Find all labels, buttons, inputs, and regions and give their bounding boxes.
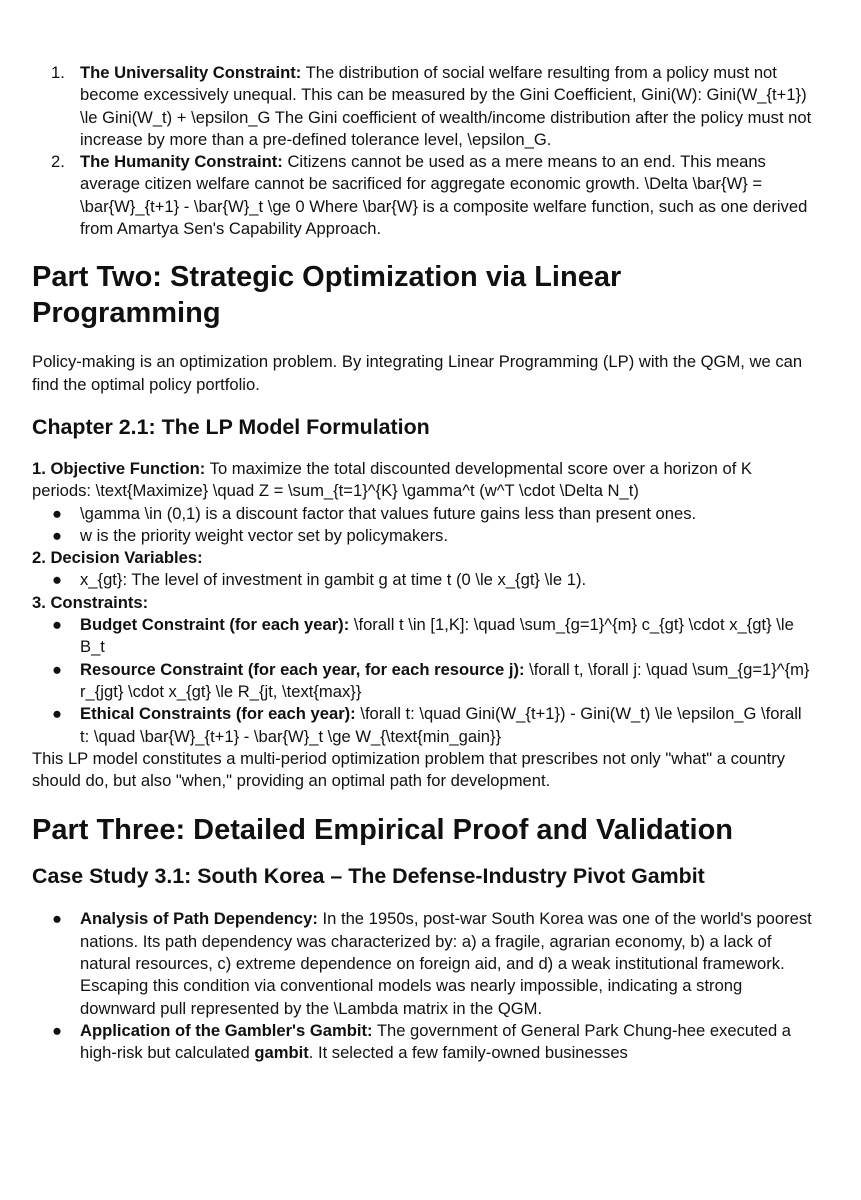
case-study-bullets [32, 908, 812, 1064]
list-item: ● Budget Constraint (for each year): \forall t \in [1,K]: \quad \sum_{g=1}^{m} c_{gt} \cdot x_{gt} \le B_t [52, 615, 794, 657]
part-three-heading: Part Three: Detailed Empirical Proof and Validation [32, 814, 733, 847]
objective-label: 1. Objective Function: [32, 458, 206, 478]
list-item [32, 62, 812, 151]
part-two-intro: Policy-making is an optimization problem. By integrating Linear Programming (LP) with the QGM, we can find the optimal policy portfolio. [32, 352, 803, 394]
list-number: 1. [51, 63, 65, 82]
list-item: ● x_{gt}: The level of investment in gambit g at time t (0 \le x_{gt} \le 1). [32, 569, 812, 591]
part-two-heading: Part Two: Strategic Optimization via Linear Programming [32, 261, 622, 330]
constraints-label: 3. Constraints: [32, 592, 149, 612]
constraint-text: The distribution of social welfare resulting from a policy must not become excessively unequal. This can be measured by the Gini Coefficient, Gini(W): Gini(W_{t+1}) \le Gini(W_t) + \epsilon_G The Gini coefficient of wealth/income distribution after the policy must not increase by more than a pre-defined tolerance level, \epsilon_G. [80, 63, 812, 149]
constraint-text: Citizens cannot be used as a mere means to an end. This means average citizen welfare cannot be sacrificed for aggregate economic growth. \Delta \bar{W} = \bar{W}_{t+1} - \bar{W}_t \ge 0 Where \bar{W} is a composite welfare function, such as one derived from Amartya Sen's Capability Approach. [80, 152, 808, 239]
lp-closing-paragraph: This LP model constitutes a multi-period optimization problem that prescribes not only "what" a country should do, but also "when," providing an optimal path for development. [32, 748, 786, 791]
objective-function-paragraph [32, 458, 812, 503]
constraints-paragraph [32, 592, 812, 614]
decision-variables-paragraph [32, 547, 812, 569]
decision-label: 2. Decision Variables: [32, 548, 203, 568]
objective-text: To maximize the total discounted developmental score over a horizon of K periods: \text{Maximize} \quad Z = \sum_{t=1}^{K} \gamma^t (w^T \cdot \Delta N_t) [32, 458, 753, 501]
list-item: ● Application of the Gambler's Gambit: The government of General Park Chung-hee executed a high-risk but calculated gambit. It selected a few family-owned businesses [52, 1020, 792, 1063]
constraint-label: The Universality Constraint: [80, 63, 302, 82]
bullet-icon: ● [52, 615, 63, 635]
list-item: ● Analysis of Path Dependency: In the 1950s, post-war South Korea was one of the world's poorest nations. Its path dependency was characterized by: a) a fragile, agrarian economy, b) a lack of natural resources, c) extreme dependence on foreign aid, and d) a weak institutional framework. Escaping this condition via conventional models was nearly impossible, indicating a strong downward pull represented by the \Lambda matrix in the QGM. [52, 909, 812, 1018]
ethical-constraints-list [32, 62, 812, 240]
constraint-label: The Humanity Constraint: [80, 152, 283, 172]
objective-bullets [32, 503, 812, 548]
list-number: 2. [51, 152, 65, 172]
bullet-icon: ● [52, 503, 63, 523]
bullet-icon: ● [52, 525, 63, 545]
bullet-icon: ● [52, 570, 63, 590]
list-item: ● Ethical Constraints (for each year): \forall t: \quad Gini(W_{t+1}) - Gini(W_t) \le \epsilon_G \forall t: \quad \bar{W}_{t+1} - \bar{W}_t \ge W_{\text{min_gain}} [52, 704, 802, 746]
constraint-bullets [32, 614, 812, 748]
bullet-icon: ● [52, 704, 63, 724]
list-item: ● \gamma \in (0,1) is a discount factor that values future gains less than present ones. [32, 503, 812, 525]
decision-bullets [32, 569, 812, 591]
bullet-icon: ● [52, 909, 63, 929]
bullet-icon: ● [52, 1020, 63, 1040]
case-study-heading: Case Study 3.1: South Korea – The Defense-Industry Pivot Gambit [32, 864, 705, 889]
bullet-icon: ● [52, 659, 63, 679]
list-item: ● Resource Constraint (for each year, for each resource j): \forall t, \forall j: \quad \sum_{g=1}^{m} r_{jgt} \cdot x_{gt} \le R_{jt, \text{max}} [52, 659, 810, 701]
list-item [32, 151, 812, 240]
document-page [32, 62, 812, 1065]
chapter-heading: Chapter 2.1: The LP Model Formulation [32, 414, 430, 439]
list-item: ● w is the priority weight vector set by policymakers. [32, 525, 812, 547]
